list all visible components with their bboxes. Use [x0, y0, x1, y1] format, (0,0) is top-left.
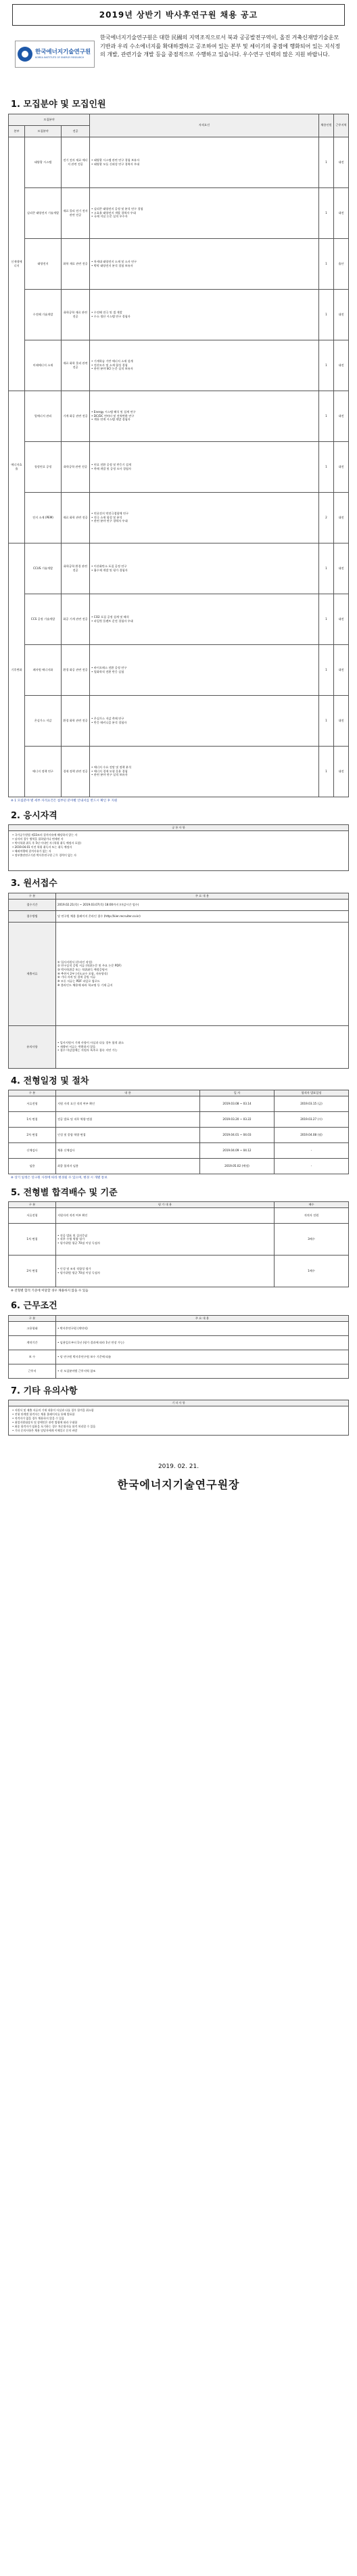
application-value: 당 연구원 채용 홈페이지 온라인 접수 (http://kier.recruiter.co.kr): [56, 910, 349, 922]
qualification-item: • 국가공무원법 제33조의 결격사유에 해당하지 않는 자: [12, 833, 78, 837]
schedule-row: [9, 1111, 349, 1127]
recruit-row: [9, 492, 349, 543]
schedule-result: 2019.03.27 (수): [275, 1111, 349, 1127]
schedule-content: 지원 자격 요건 적격 여부 확인: [56, 1096, 200, 1111]
schedule-header-content: 내 용: [56, 1090, 200, 1096]
criteria-multiple: 적격자 전원: [275, 1208, 349, 1224]
field-cell: 실리콘 태양전지 기술개발: [25, 187, 62, 238]
schedule-row: [9, 1127, 349, 1142]
conditions-row: [9, 1335, 349, 1350]
conditions-value: • 각 모집분야별 근무지역 참조: [56, 1364, 349, 1378]
criteria-table: [8, 1201, 349, 1287]
field-cell: 태양광 시스템: [25, 137, 62, 187]
header-count: 채용인원: [319, 114, 334, 137]
intro-text: 한국에너지기술연구원은 대한 民國의 지역조직으로서 북과 공공발전구역이, 올진 겨축신재망기술운모 기반과 우리 수소에너지를 확대하겠하고 공조하여 있는 본부 및 세이기의 중점에 행화되어 있는 지식정의 개발, 관련기술 개발 등을 중점적으로 수행하고 있습니다. 우수연구 인력의 많은 지원 바랍니다.: [100, 35, 341, 58]
criteria-multiple: 3배수: [275, 1224, 349, 1256]
major-cell: 경제 정책 관련 전공: [62, 746, 90, 797]
criteria-header-stage: 구 분: [9, 1202, 56, 1208]
schedule-content: 인성 및 종합 역량 면접: [56, 1127, 200, 1142]
header-division: 본부: [9, 125, 25, 137]
schedule-table: [8, 1090, 349, 1174]
field-cell: 열에너지 관리: [25, 391, 62, 441]
major-cell: 환경 화공 관련 전공: [62, 644, 90, 695]
criteria-row: [9, 1208, 349, 1224]
major-cell: 화학공학 재료 관련 전공: [62, 289, 90, 340]
recruit-row: [9, 187, 349, 238]
location-cell: 대전: [334, 289, 349, 340]
conditions-header-key: 구 분: [9, 1315, 56, 1321]
application-table: [8, 893, 349, 1069]
field-cell: 전지 소재 (PEM): [25, 492, 62, 543]
qualification-panel: [8, 824, 349, 871]
schedule-date: 2019.05.02 (예정): [200, 1158, 275, 1174]
application-value: 2019.02.21(목) ~ 2019.03.07(목) 18:00까지 (마감시간 엄수): [56, 899, 349, 910]
section-4-note: ※ 상기 일정은 연구원 사정에 따라 변경될 수 있으며, 변경 시 개별 통보: [11, 1176, 108, 1180]
schedule-content: 전공 발표 및 직무 역량 면접: [56, 1111, 200, 1127]
recruit-table: [8, 114, 349, 797]
page: [0, 4, 357, 2576]
notes-panel: [8, 1400, 349, 1436]
field-cell: 에너지 정책 연구: [25, 746, 62, 797]
conditions-value: • 임용일로부터 1년 (평가 결과에 따라 1년 연장 가능): [56, 1335, 349, 1350]
schedule-stage: 1차 면접: [9, 1111, 56, 1127]
section-3-title: 3. 원서접수: [11, 879, 57, 889]
application-row: [9, 910, 349, 922]
count-cell: 1: [319, 238, 334, 289]
criteria-stage: 2차 면접: [9, 1256, 56, 1287]
field-cell: 온실가스 저감: [25, 695, 62, 746]
count-cell: 1: [319, 137, 334, 187]
application-value: • 입사지원서 기재 사항이 사실과 다를 경우 합격 취소 • 제출된 서류는 반환하지 않음 • 접수 마감일에는 지원자 폭주로 접속 지연 가능: [56, 1025, 349, 1068]
institute-logo: [15, 41, 95, 68]
schedule-stage: 2차 면접: [9, 1127, 56, 1142]
recruit-row: [9, 137, 349, 187]
requirements-cell: • CO2 포집 공정 설계 및 해석 • 파일럿 플랜트 운전 경험자 우대: [90, 594, 319, 644]
schedule-stage: 임용: [9, 1158, 56, 1174]
conditions-row: [9, 1350, 349, 1364]
count-cell: 1: [319, 441, 334, 492]
schedule-content: 최종 합격자 임용: [56, 1158, 200, 1174]
section-2-title: 2. 응시자격: [11, 810, 57, 821]
criteria-stage: 1차 면접: [9, 1224, 56, 1256]
location-cell: 대전: [334, 441, 349, 492]
notice-item: • 전형 단계별 합격자는 채용 홈페이지를 통해 발표함: [12, 1413, 75, 1417]
notice-item: • 적격자가 없을 경우 채용하지 않을 수 있음: [12, 1417, 64, 1421]
conditions-row: [9, 1364, 349, 1378]
document-title: 2019년 상반기 박사후연구원 채용 공고: [12, 4, 345, 26]
schedule-row: [9, 1096, 349, 1111]
requirements-cell: • 바이오매스 전환 공정 연구 • 열화학적 전환 반응 실험: [90, 644, 319, 695]
qualification-item: • 남자의 경우 병역을 필하였거나 면제된 자: [12, 837, 64, 841]
section-5-note: ※ 전형별 합격 기준에 미달할 경우 채용하지 않을 수 있음: [11, 1289, 89, 1293]
recruit-row: [9, 340, 349, 391]
requirements-cell: • 연료전지 막전극접합체 연구 • 전극 소재 합성 및 분석 • 관련 분야 연구 경력자 우대: [90, 492, 319, 543]
location-cell: 대전: [334, 391, 349, 441]
notes-head: 기 타 사 항: [9, 1400, 348, 1406]
criteria-content: • 인성 및 조직 적합성 평가 • 평가위원 평균 70점 이상 득점자: [56, 1256, 275, 1287]
location-cell: 대전: [334, 543, 349, 594]
criteria-row: [9, 1256, 349, 1287]
field-cell: 미래에너지 소재: [25, 340, 62, 391]
application-row: [9, 922, 349, 1025]
field-cell: CCS 공정 기술개발: [25, 594, 62, 644]
intro-block: [15, 34, 342, 92]
major-cell: 화학공학 환경 관련 전공: [62, 543, 90, 594]
schedule-date: 2019.04.09 ~ 04.12: [200, 1142, 275, 1158]
conditions-key: 계약기간: [9, 1335, 56, 1350]
logo-text-ko: 한국에너지기술연구원: [35, 48, 91, 55]
schedule-content: 채용 신체검사: [56, 1142, 200, 1158]
logo-text-en: KOREA INSTITUTE OF ENERGY RESEARCH: [35, 56, 85, 60]
conditions-value: • 박사후연구원 (계약직): [56, 1321, 349, 1335]
requirements-cell: • 차세대 태양전지 소재 및 소자 연구 • 박막 태양전지 분석 경험 보유자: [90, 238, 319, 289]
field-cell: 수전해 기술개발: [25, 289, 62, 340]
schedule-header-date: 일 자: [200, 1090, 275, 1096]
application-key: 제출서류: [9, 922, 56, 1025]
criteria-stage: 서류전형: [9, 1208, 56, 1224]
major-cell: 환경 화학 관련 전공: [62, 695, 90, 746]
schedule-result: -: [275, 1142, 349, 1158]
schedule-header-result: 합격자 발표일정: [275, 1090, 349, 1096]
app-header-value: 주 요 내 용: [56, 893, 349, 899]
count-cell: 1: [319, 391, 334, 441]
location-cell: 대전: [334, 695, 349, 746]
issue-date: 2019. 02. 21.: [158, 1463, 199, 1471]
application-key: 접수방법: [9, 910, 56, 922]
count-cell: 1: [319, 289, 334, 340]
recruit-row: [9, 441, 349, 492]
location-cell: 울산: [334, 238, 349, 289]
section-6-title: 6. 근무조건: [11, 1301, 57, 1312]
notice-item: • 지원서 및 제출 서류의 기재 내용이 사실과 다를 경우 합격을 취소함: [12, 1408, 94, 1413]
schedule-row: [9, 1158, 349, 1174]
requirements-cell: • 이산화탄소 포집 공정 연구 • 흡수제 개발 및 평가 경험자: [90, 543, 319, 594]
application-row: [9, 1025, 349, 1068]
requirements-cell: • 온실가스 저감 촉매 연구 • 반응 메커니즘 분석 경험자: [90, 695, 319, 746]
conditions-key: 보 수: [9, 1350, 56, 1364]
section-4-title: 4. 전형일정 및 절차: [11, 1075, 89, 1086]
division-cell: 에너지효율: [9, 391, 25, 543]
header-requirements: 자격요건: [90, 114, 319, 137]
schedule-result: -: [275, 1158, 349, 1174]
schedule-date: 2019.03.08 ~ 03.14: [200, 1096, 275, 1111]
location-cell: 대전: [334, 492, 349, 543]
recruit-row: [9, 391, 349, 441]
section-1-note: ※ 1 모집분야 별 세부 자격요건은 첨부된 분야별 안내서를 반드시 확인 후 지원: [11, 799, 118, 803]
major-cell: 재료 화학 관련 전공: [62, 492, 90, 543]
header-field: 모집분야: [9, 114, 90, 125]
application-row: [9, 899, 349, 910]
conditions-table: [8, 1315, 349, 1379]
conditions-key: 고용형태: [9, 1321, 56, 1335]
logo-icon: [18, 47, 32, 62]
location-cell: 대전: [334, 594, 349, 644]
count-cell: 1: [319, 644, 334, 695]
schedule-result: 2019.03.15 (금): [275, 1096, 349, 1111]
conditions-key: 근무지: [9, 1364, 56, 1378]
notice-item: • 취업지원대상자 및 장애인은 관련 법령에 따라 우대함: [12, 1421, 78, 1425]
header-location: 근무지역: [334, 114, 349, 137]
location-cell: 대전: [334, 187, 349, 238]
notice-item: • 기타 문의사항은 채용 담당자에게 이메일로 문의 바람: [12, 1429, 78, 1433]
count-cell: 1: [319, 594, 334, 644]
major-cell: 화학공학 관련 전공: [62, 441, 90, 492]
section-7-title: 7. 기타 유의사항: [11, 1385, 78, 1396]
recruit-row: [9, 746, 349, 797]
recruit-row: [9, 543, 349, 594]
major-cell: 기계 화공 관련 전공: [62, 391, 90, 441]
conditions-value: • 당 연구원 박사후연구원 보수 기준에 따름: [56, 1350, 349, 1364]
criteria-header-content: 평 가 내 용: [56, 1202, 275, 1208]
requirements-cell: • 기계학습 기반 에너지 소재 설계 • 전산모사 및 소재 합성 경험 • 관련 분야 SCI 논문 실적 보유자: [90, 340, 319, 391]
schedule-stage: 신체검사: [9, 1142, 56, 1158]
qualification-item: • 박사학위 취득 후 5년 이내인 자 (학위 취득 예정자 포함): [12, 841, 81, 845]
field-cell: CCUS 기술개발: [25, 543, 62, 594]
major-cell: 전기 전자 재료 에너지 관련 전공: [62, 137, 90, 187]
count-cell: 1: [319, 340, 334, 391]
criteria-content: • 전공 발표 및 질의응답 • 직무 수행 역량 평가 • 평가위원 평균 70점 이상 득점자: [56, 1224, 275, 1256]
app-header-key: 구 분: [9, 893, 56, 899]
location-cell: 대전: [334, 137, 349, 187]
recruit-row: [9, 644, 349, 695]
major-cell: 화학 재료 관련 전공: [62, 238, 90, 289]
division-cell: 기후변화: [9, 543, 25, 797]
criteria-content: 지원자격 적격 여부 확인: [56, 1208, 275, 1224]
schedule-header-stage: 구 분: [9, 1090, 56, 1096]
count-cell: 1: [319, 543, 334, 594]
recruit-row: [9, 289, 349, 340]
criteria-multiple: 1배수: [275, 1256, 349, 1287]
section-1-title: 1. 모집분야 및 모집인원: [11, 99, 106, 110]
conditions-row: [9, 1321, 349, 1335]
field-cell: 청정연료 공정: [25, 441, 62, 492]
schedule-stage: 서류전형: [9, 1096, 56, 1111]
criteria-row: [9, 1224, 349, 1256]
field-cell: 폐자원 에너지화: [25, 644, 62, 695]
recruit-row: [9, 695, 349, 746]
application-key: 접수기간: [9, 899, 56, 910]
requirements-cell: • 수전해 전극 및 셀 개발 • 수소 생산 시스템 연구 경험자: [90, 289, 319, 340]
field-cell: 태양전지: [25, 238, 62, 289]
schedule-date: 2019.04.01 ~ 04.03: [200, 1127, 275, 1142]
location-cell: 대전: [334, 746, 349, 797]
schedule-date: 2019.03.20 ~ 03.22: [200, 1111, 275, 1127]
requirements-cell: • 연료 전환 공정 및 반응기 설계 • 촉매 개발 및 공정 모사 경험자: [90, 441, 319, 492]
qualification-item: • 해외여행에 결격사유가 없는 자: [12, 849, 51, 853]
recruit-row: [9, 594, 349, 644]
header-major: 전공: [62, 125, 90, 137]
notice-item: • 최종 합격자가 임용을 포기하는 경우 차순위자를 합격 처리할 수 있음: [12, 1425, 96, 1429]
count-cell: 1: [319, 695, 334, 746]
major-cell: 재료 화학 물리 관련 전공: [62, 340, 90, 391]
requirements-cell: • 에너지 수요 전망 및 정책 분석 • 에너지 경제 모형 운용 경험 • 관련 분야 연구 실적 보유자: [90, 746, 319, 797]
major-cell: 재료 물리 전기 전자 관련 전공: [62, 187, 90, 238]
division-cell: 신재생에너지: [9, 137, 25, 391]
recruit-row: [9, 238, 349, 289]
schedule-result: 2019.04.08 (월): [275, 1127, 349, 1142]
location-cell: 대전: [334, 340, 349, 391]
count-cell: 1: [319, 187, 334, 238]
application-value: ① 입사지원서 (온라인 작성) ② 연구실적 증빙 서류 (학위논문 및 주요 논문 PDF) ③ 박사학위증 또는 학위취득 예정증명서 ④ 추천서 2부 (지도교수 포함, 자유양식) ⑤ 기타 자격 및 경력 증빙 서류 ※ 모든 서류는 PDF 파일로 업로드 ※ 블라인드 채용에 따라 학교명 등 기재 금지: [56, 922, 349, 1025]
qualification-item: • 2019.04.01 이전 학위 취득자 또는 취득 예정자: [12, 845, 72, 849]
count-cell: 1: [319, 746, 334, 797]
major-cell: 화공 기계 관련 전공: [62, 594, 90, 644]
issuer-name: 한국에너지기술연구원장: [117, 1478, 240, 1492]
location-cell: 대전: [334, 644, 349, 695]
requirements-cell: • Energy 시스템 해석 및 설계 연구 • DC/DC 컨버터 및 전력변환 연구 • 계통 연계 시스템 개발 경험자: [90, 391, 319, 441]
requirements-cell: • 태양광 시스템 관련 연구 경험 보유자 • 태양광 모듈 신뢰성 연구 경력자 우대: [90, 137, 319, 187]
conditions-header-value: 주 요 내 용: [56, 1315, 349, 1321]
header-recruit-field: 모집분야: [25, 125, 62, 137]
section-5-title: 5. 전형별 합격배수 및 기준: [11, 1187, 118, 1198]
criteria-header-multiple: 배수: [275, 1202, 349, 1208]
qualification-head: 공 통 사 항: [9, 825, 348, 831]
application-key: 유의사항: [9, 1025, 56, 1068]
requirements-cell: • 실리콘 태양전지 공정 및 분석 연구 경험 • 고효율 태양전지 개발 경력자 우대 • 국제 저널 논문 실적 우수자: [90, 187, 319, 238]
schedule-row: [9, 1142, 349, 1158]
qualification-item: • 정부출연연구기관 박사후연구원 근무 경력이 없는 자: [12, 853, 76, 858]
count-cell: 2: [319, 492, 334, 543]
